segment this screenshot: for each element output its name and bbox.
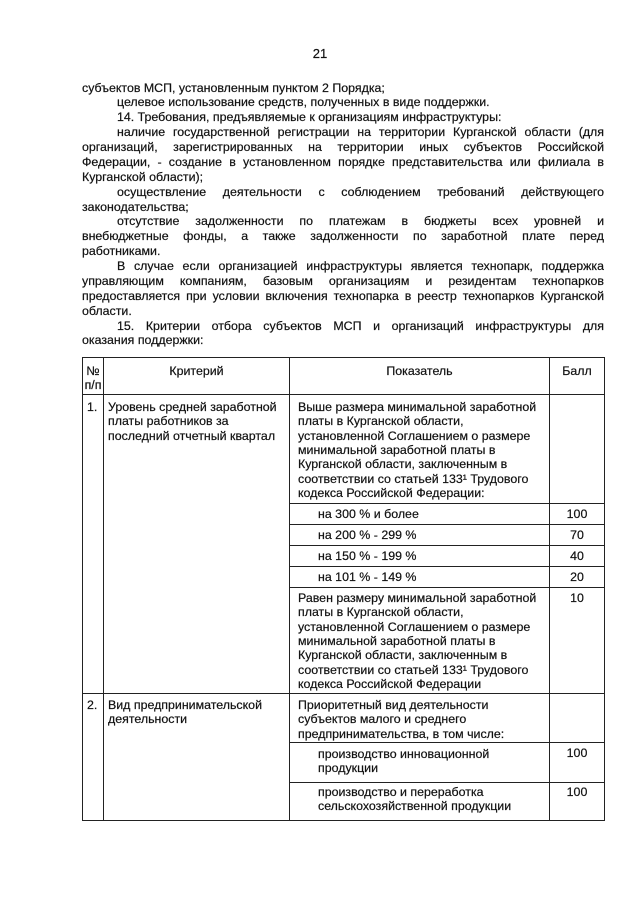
cell-line: последний отчетный квартал bbox=[108, 428, 276, 443]
row-indicator bbox=[290, 395, 550, 504]
text-line: предоставляется при условии включения технопарка в реестр технопарков Курганской bbox=[82, 288, 604, 303]
cell-line: Выше размера минимальной заработной bbox=[298, 400, 537, 414]
table-row bbox=[83, 395, 605, 504]
cell-line: платы в Курганской области, bbox=[298, 414, 464, 429]
page-number: 21 bbox=[312, 46, 328, 61]
row-indicator: на 101 % - 149 % bbox=[290, 567, 550, 588]
row-criterion bbox=[104, 694, 290, 821]
cell-line: Приоритетный вид деятельности bbox=[298, 698, 489, 712]
text-line: наличие государственной регистрации на территории Курганской области (для bbox=[117, 125, 604, 140]
text-line: внебюджетные фонды, а также задолженности по заработной плате перед bbox=[82, 229, 604, 244]
cell-line: установленной Соглашением о размере bbox=[298, 428, 531, 443]
cell-line: сельскохозяйственной продукции bbox=[318, 799, 512, 814]
text-line: оказания поддержки: bbox=[82, 333, 204, 348]
row-indicator: на 200 % - 299 % bbox=[290, 525, 550, 546]
row-score: 100 bbox=[550, 504, 605, 525]
criteria-table bbox=[82, 357, 605, 821]
row-score: 40 bbox=[550, 546, 605, 567]
cell-line: Курганской области, заключенным в bbox=[298, 648, 508, 663]
cell-line: продукции bbox=[318, 761, 379, 776]
table-header-row bbox=[83, 358, 605, 395]
cell-line: Равен размеру минимальной заработной bbox=[298, 591, 537, 605]
text-line: 14. Требования, предъявляемые к организациям инфраструктуры: bbox=[117, 110, 502, 125]
header-number bbox=[83, 358, 104, 395]
cell-line: минимальной заработной платы в bbox=[298, 634, 496, 649]
row-indicator bbox=[290, 743, 550, 783]
text-line: организаций, зарегистрированных на территории иных субъектов Российской bbox=[82, 140, 604, 154]
text-line: работниками. bbox=[82, 244, 161, 259]
row-score: 100 bbox=[550, 743, 605, 783]
cell-line: платы в Курганской области, bbox=[298, 605, 464, 620]
text-line: Федерации, - создание в установленном порядке представительства или филиала в bbox=[82, 154, 604, 169]
text-line: управляющим компаниям, базовым организациям и резидентам технопарков bbox=[82, 273, 604, 288]
text-line: осуществление деятельности с соблюдением требований действующего bbox=[117, 184, 604, 199]
header-number-line: № bbox=[86, 364, 100, 378]
text-line: целевое использование средств, полученных в виде поддержки. bbox=[117, 95, 490, 110]
body-text bbox=[82, 81, 604, 349]
text-line: отсутствие задолженности по платежам в бюджеты всех уровней и bbox=[117, 214, 604, 229]
cell-line: производство и переработка bbox=[318, 785, 484, 799]
cell-line: Уровень средней заработной bbox=[108, 400, 277, 414]
row-indicator bbox=[290, 694, 550, 743]
cell-line: кодекса Российской Федерации bbox=[298, 677, 482, 692]
cell-line: платы работников за bbox=[108, 414, 229, 429]
row-indicator bbox=[290, 588, 550, 694]
cell-line: Вид предпринимательской bbox=[108, 698, 262, 712]
cell-line: производство инновационной bbox=[318, 747, 490, 761]
row-indicator: на 300 % и более bbox=[290, 504, 550, 525]
row-score bbox=[550, 395, 605, 504]
row-score: 10 bbox=[550, 588, 605, 694]
row-indicator: на 150 % - 199 % bbox=[290, 546, 550, 567]
text-line: законодательства; bbox=[82, 199, 189, 214]
header-criterion: Критерий bbox=[104, 358, 290, 395]
row-number: 1. bbox=[83, 395, 104, 694]
row-number: 2. bbox=[83, 694, 104, 821]
row-indicator bbox=[290, 783, 550, 821]
row-score: 70 bbox=[550, 525, 605, 546]
cell-line: соответствии со статьей 133¹ Трудового bbox=[298, 471, 529, 486]
header-score: Балл bbox=[550, 358, 605, 395]
cell-line: кодекса Российской Федерации: bbox=[298, 486, 485, 501]
cell-line: субъектов малого и среднего bbox=[298, 712, 467, 727]
cell-line: предпринимательства, в том числе: bbox=[298, 726, 505, 741]
text-line: субъектов МСП, установленным пунктом 2 Порядка; bbox=[82, 80, 385, 95]
text-line: Курганской области); bbox=[82, 169, 204, 184]
cell-line: соответствии со статьей 133¹ Трудового bbox=[298, 662, 529, 677]
row-score: 100 bbox=[550, 783, 605, 821]
header-number-line: п/п bbox=[84, 378, 102, 393]
row-criterion bbox=[104, 395, 290, 694]
cell-line: Курганской области, заключенным в bbox=[298, 457, 508, 472]
cell-line: деятельности bbox=[108, 712, 188, 727]
table-row bbox=[83, 694, 605, 743]
cell-line: минимальной заработной платы в bbox=[298, 443, 496, 458]
text-line: области. bbox=[82, 303, 132, 318]
cell-line: установленной Соглашением о размере bbox=[298, 619, 531, 634]
row-score bbox=[550, 694, 605, 743]
text-line: 15. Критерии отбора субъектов МСП и организаций инфраструктуры для bbox=[117, 318, 604, 333]
text-line: В случае если организацией инфраструктуры является технопарк, поддержка bbox=[117, 259, 604, 273]
header-indicator: Показатель bbox=[290, 358, 550, 395]
row-score: 20 bbox=[550, 567, 605, 588]
